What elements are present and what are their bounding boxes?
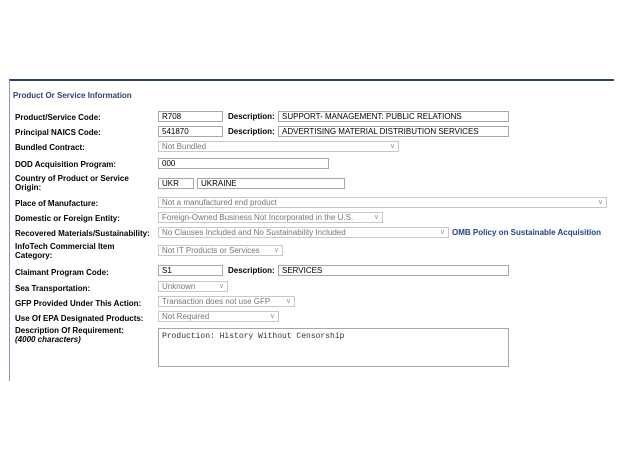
- psc-label: Product/Service Code:: [15, 113, 101, 122]
- sea-select[interactable]: [158, 281, 228, 292]
- omb-policy-link[interactable]: OMB Policy on Sustainable Acquisition: [452, 228, 602, 237]
- origin-name: UKRAINE: [197, 178, 345, 189]
- claimant-label: Claimant Program Code:: [15, 268, 109, 277]
- gfp-select[interactable]: [158, 296, 295, 307]
- infotech-value: Not IT Products or Services: [162, 246, 260, 255]
- epa-value: Not Required: [162, 312, 210, 321]
- manufacture-value: Not a manufactured end product: [162, 198, 277, 207]
- dod-input[interactable]: 000: [158, 158, 329, 169]
- chevron-down-icon: ∨: [597, 199, 603, 206]
- domestic-value: Foreign-Owned Business Not Incorporated in the U.S.: [162, 213, 354, 222]
- epa-label: Use Of EPA Designated Products:: [15, 314, 144, 323]
- infotech-label-line1: InfoTech Commercial Item: [15, 242, 115, 251]
- psc-desc-label: Description:: [228, 112, 275, 121]
- section-title: Product Or Service Information: [13, 91, 132, 100]
- bundled-label: Bundled Contract:: [15, 143, 85, 152]
- sea-label: Sea Transportation:: [15, 284, 91, 293]
- chevron-down-icon: ∨: [273, 247, 279, 254]
- bundled-value: Not Bundled: [162, 142, 207, 151]
- origin-label-line2: Origin:: [15, 183, 42, 192]
- infotech-select[interactable]: [158, 245, 283, 256]
- domestic-select[interactable]: [158, 212, 383, 223]
- claimant-input[interactable]: S1: [158, 265, 223, 276]
- domestic-label: Domestic or Foreign Entity:: [15, 214, 120, 223]
- chevron-down-icon: ∨: [218, 283, 224, 290]
- requirement-label-main: Description Of Requirement:: [15, 326, 124, 335]
- chevron-down-icon: ∨: [285, 298, 291, 305]
- psc-description[interactable]: SUPPORT- MANAGEMENT: PUBLIC RELATIONS: [278, 111, 509, 122]
- chevron-down-icon: ∨: [269, 313, 275, 320]
- chevron-down-icon: ∨: [439, 229, 445, 236]
- bundled-select[interactable]: [158, 141, 399, 152]
- dod-label: DOD Acquisition Program:: [15, 160, 117, 169]
- chevron-down-icon: ∨: [389, 143, 395, 150]
- chevron-down-icon: ∨: [373, 214, 379, 221]
- requirement-textarea[interactable]: Production: History Without Censorship: [158, 328, 509, 367]
- naics-label: Principal NAICS Code:: [15, 128, 101, 137]
- recovered-select[interactable]: [158, 227, 449, 238]
- naics-desc-label: Description:: [228, 127, 275, 136]
- origin-label: [15, 174, 129, 192]
- recovered-label: Recovered Materials/Sustainability:: [15, 229, 150, 238]
- gfp-value: Transaction does not use GFP: [162, 297, 271, 306]
- origin-label-line1: Country of Product or Service: [15, 174, 129, 183]
- manufacture-label: Place of Manufacture:: [15, 199, 99, 208]
- sea-value: Unknown: [162, 282, 196, 291]
- infotech-label-line2: Category:: [15, 251, 53, 260]
- infotech-label: [15, 242, 114, 260]
- claimant-description: SERVICES: [278, 265, 509, 276]
- recovered-value: No Clauses Included and No Sustainability Included: [162, 228, 346, 237]
- requirement-label: [15, 326, 124, 344]
- origin-code-input[interactable]: UKR: [158, 178, 194, 189]
- epa-select[interactable]: [158, 311, 279, 322]
- gfp-label: GFP Provided Under This Action:: [15, 299, 142, 308]
- naics-input[interactable]: 541870: [158, 126, 223, 137]
- psc-input[interactable]: R708: [158, 111, 223, 122]
- requirement-sublabel: (4000 characters): [15, 335, 81, 344]
- manufacture-select[interactable]: [158, 197, 607, 208]
- naics-description[interactable]: ADVERTISING MATERIAL DISTRIBUTION SERVICES: [278, 126, 509, 137]
- claimant-desc-label: Description:: [228, 266, 275, 275]
